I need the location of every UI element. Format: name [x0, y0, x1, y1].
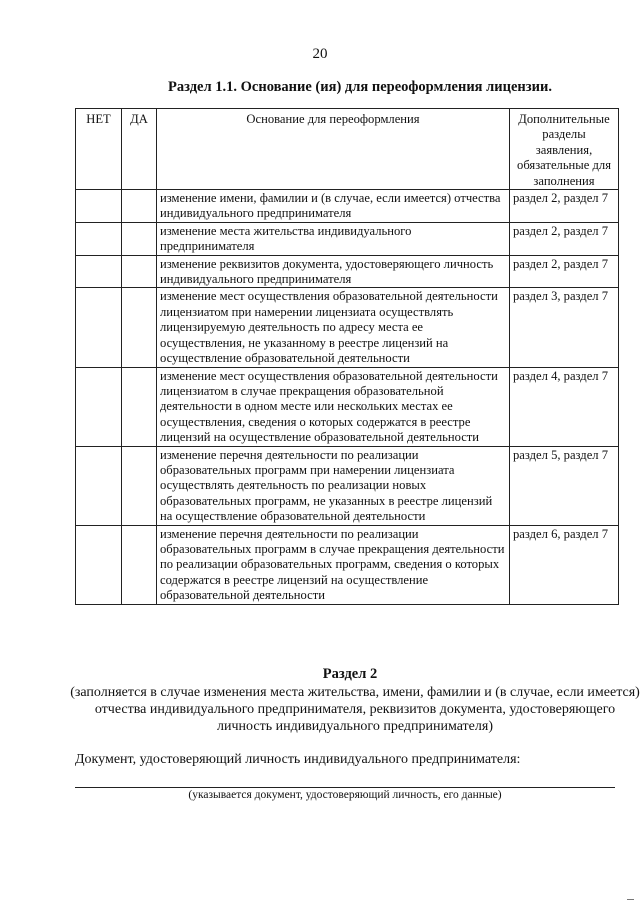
section-2-note: (заполняется в случае изменения места жительства, имени, фамилии и (в случае, если имеется) отчества индивидуального предпринимателя, реквизитов документа, удостоверяющего личность индивидуального предпринимателя)	[70, 685, 640, 734]
basis-cell: изменение мест осуществления образовательной деятельности лицензиатом при намерении лицензиата осуществлять лицензируемую деятельность по адресу места ее осуществления, не указанному в реестре лицензий на осуществление образовательной деятельности	[157, 288, 510, 367]
net-checkbox-cell[interactable]	[76, 446, 122, 525]
da-checkbox-cell[interactable]	[122, 446, 157, 525]
basis-table	[75, 108, 619, 605]
extra-sections-cell: раздел 6, раздел 7	[510, 525, 619, 604]
net-checkbox-cell[interactable]	[76, 190, 122, 223]
basis-cell: изменение реквизитов документа, удостоверяющего личность индивидуального предпринимателя	[157, 255, 510, 288]
table-row	[76, 367, 619, 446]
table-row	[76, 222, 619, 255]
header-basis: Основание для переоформления	[157, 109, 510, 190]
document-hint: (указывается документ, удостоверяющий личность, его данные)	[188, 789, 502, 801]
corner-mark	[627, 899, 634, 900]
extra-sections-cell: раздел 2, раздел 7	[510, 190, 619, 223]
table-row	[76, 288, 619, 367]
da-checkbox-cell[interactable]	[122, 255, 157, 288]
basis-cell: изменение перечня деятельности по реализации образовательных программ при намерении лицензиата осуществлять деятельность по реализации новых образовательных программ, не указанных в реестре лицензий на осуществление образовательной деятельности	[157, 446, 510, 525]
extra-sections-cell: раздел 4, раздел 7	[510, 367, 619, 446]
table-header-row	[76, 109, 619, 190]
net-checkbox-cell[interactable]	[76, 525, 122, 604]
net-checkbox-cell[interactable]	[76, 367, 122, 446]
header-extra-sections: Дополнительные разделы заявления, обязательные для заполнения	[510, 109, 619, 190]
header-net: НЕТ	[76, 109, 122, 190]
basis-cell: изменение места жительства индивидуального предпринимателя	[157, 222, 510, 255]
table-row	[76, 255, 619, 288]
basis-cell: изменение перечня деятельности по реализации образовательных программ в случае прекращения деятельности по реализации образовательных программ, сведения о которых содержатся в реестре лицензий на осуществление образовательной деятельности	[157, 525, 510, 604]
page-number: 20	[312, 46, 328, 62]
extra-sections-cell: раздел 3, раздел 7	[510, 288, 619, 367]
table-row	[76, 525, 619, 604]
basis-cell: изменение имени, фамилии и (в случае, если имеется) отчества индивидуального предпринимателя	[157, 190, 510, 223]
net-checkbox-cell[interactable]	[76, 222, 122, 255]
document-input-line[interactable]	[75, 787, 615, 788]
da-checkbox-cell[interactable]	[122, 367, 157, 446]
header-da: ДА	[122, 109, 157, 190]
table-row	[76, 190, 619, 223]
table-row	[76, 446, 619, 525]
section-2-title: Раздел 2	[322, 666, 378, 682]
da-checkbox-cell[interactable]	[122, 222, 157, 255]
document-label: Документ, удостоверяющий личность индивидуального предпринимателя:	[75, 752, 521, 767]
da-checkbox-cell[interactable]	[122, 288, 157, 367]
da-checkbox-cell[interactable]	[122, 525, 157, 604]
section-1-1-title: Раздел 1.1. Основание (ия) для переоформления лицензии.	[168, 79, 552, 95]
extra-sections-cell: раздел 2, раздел 7	[510, 222, 619, 255]
da-checkbox-cell[interactable]	[122, 190, 157, 223]
net-checkbox-cell[interactable]	[76, 255, 122, 288]
net-checkbox-cell[interactable]	[76, 288, 122, 367]
basis-cell: изменение мест осуществления образовательной деятельности лицензиатом в случае прекращения образовательной деятельности в одном месте или нескольких местах ее осуществления, сведения о которых содержатся в реестре лицензий на осуществление образовательной деятельности	[157, 367, 510, 446]
extra-sections-cell: раздел 5, раздел 7	[510, 446, 619, 525]
extra-sections-cell: раздел 2, раздел 7	[510, 255, 619, 288]
